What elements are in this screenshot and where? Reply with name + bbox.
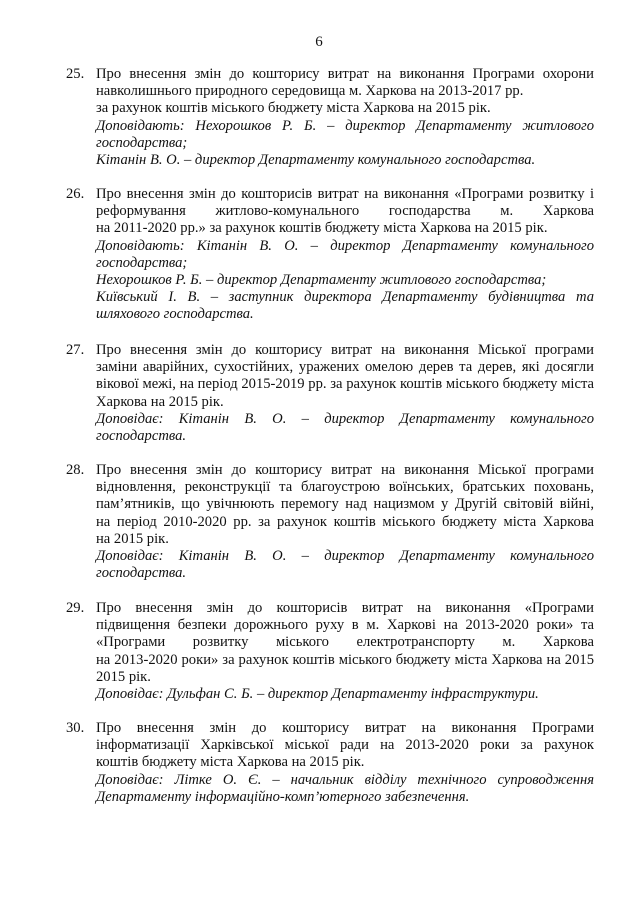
item-text-line: Про внесення змін до кошторису витрат на виконання Міської програми bbox=[96, 342, 594, 358]
agenda-item-27 bbox=[66, 342, 594, 445]
speaker-line: господарства. bbox=[96, 428, 187, 445]
item-text-line: навколишнього природного середовища м. Харкова на 2013-2017 рр. bbox=[96, 83, 524, 100]
speaker-line: господарства; bbox=[96, 134, 188, 151]
item-text-line: заміни аварійних, сухостійних, уражених омелою дерев та дерев, які досягли bbox=[96, 359, 594, 376]
item-text-line: коштів бюджету міста Харкова на 2015 рік. bbox=[96, 754, 365, 771]
speaker-line: Доповідає: Кітанін В. О. – директор Департаменту комунального bbox=[96, 548, 594, 565]
item-text-line: відновлення, реконструкції та благоустрою воїнських, братських поховань, bbox=[96, 479, 594, 496]
agenda-item-28 bbox=[66, 462, 594, 582]
item-text-line: реформування житлово-комунального господарства м. Харкова bbox=[96, 203, 594, 220]
item-number: 28. bbox=[66, 462, 85, 478]
item-text-line: 2015 рік. bbox=[96, 668, 151, 685]
item-number: 30. bbox=[66, 720, 85, 736]
item-text-line: на 2015 рік. bbox=[96, 530, 169, 547]
item-text-line: пам’ятників, що увічнюють перемогу над нацизмом у Другій світовій війні, bbox=[96, 496, 594, 513]
speaker-line: Нехорошков Р. Б. – директор Департаменту житлового господарства; bbox=[96, 272, 547, 289]
item-number: 27. bbox=[66, 342, 85, 358]
agenda-item-30 bbox=[66, 720, 594, 806]
speaker-line: Доповідають: Кітанін В. О. – директор Департаменту комунального bbox=[96, 237, 594, 254]
speaker-line: господарства. bbox=[96, 565, 187, 582]
item-text-line: Про внесення змін до кошторису витрат на виконання Програми охорони bbox=[96, 66, 594, 82]
item-number: 25. bbox=[66, 66, 85, 82]
page-number: 6 bbox=[315, 34, 323, 50]
item-text-line: підвищення безпеки дорожнього руху в м. Харкові на 2013-2020 роки» та bbox=[96, 617, 594, 634]
item-text-line: на 2011-2020 рр.» за рахунок коштів бюджету міста Харкова на 2015 рік. bbox=[96, 220, 548, 237]
agenda-item-26 bbox=[66, 186, 594, 324]
speaker-line: Доповідають: Нехорошков Р. Б. – директор Департаменту житлового bbox=[96, 117, 594, 134]
item-text-line: Харкова на 2015 рік. bbox=[96, 393, 224, 410]
speaker-line: шляхового господарства. bbox=[96, 306, 254, 323]
speaker-line: Департаменту інформаційно-комп’ютерного забезпечення. bbox=[96, 788, 470, 805]
agenda-item-29 bbox=[66, 600, 594, 703]
speaker-line: Доповідає: Літке О. Є. – начальник відділу технічного супроводження bbox=[96, 771, 594, 788]
item-text-line: на 2013-2020 роки» за рахунок коштів міського бюджету міста Харкова на 2015 bbox=[96, 651, 594, 668]
item-text-line: за рахунок коштів міського бюджету міста Харкова на 2015 рік. bbox=[96, 100, 491, 117]
speaker-line: Київський І. В. – заступник директора Департаменту будівництва та bbox=[96, 289, 594, 306]
item-text-line: Про внесення змін до кошторису витрат на виконання Міської програми bbox=[96, 462, 594, 478]
item-text-line: вікової межі, на період 2015-2019 рр. за рахунок коштів міського бюджету міста bbox=[96, 376, 594, 393]
speaker-line: Кітанін В. О. – директор Департаменту комунального господарства. bbox=[96, 152, 536, 169]
item-text-line: на період 2010-2020 рр. за рахунок коштів міського бюджету міста Харкова bbox=[96, 513, 594, 530]
item-text-line: інформатизації Харківської міської ради на 2013-2020 роки за рахунок bbox=[96, 737, 594, 754]
item-text-line: Про внесення змін до кошторисів витрат на виконання «Програми розвитку і bbox=[96, 186, 594, 202]
item-number: 26. bbox=[66, 186, 85, 202]
speaker-line: Доповідає: Дульфан С. Б. – директор Департаменту інфраструктури. bbox=[96, 686, 539, 703]
item-number: 29. bbox=[66, 600, 85, 616]
agenda-item-25 bbox=[66, 66, 594, 169]
item-text-line: Про внесення змін до кошторису витрат на виконання Програми bbox=[96, 720, 594, 736]
item-text-line: Про внесення змін до кошторисів витрат на виконання «Програми bbox=[96, 600, 594, 616]
item-text-line: «Програми розвитку міського електротранспорту м. Харкова bbox=[96, 634, 594, 651]
speaker-line: господарства; bbox=[96, 254, 188, 271]
speaker-line: Доповідає: Кітанін В. О. – директор Департаменту комунального bbox=[96, 410, 594, 427]
